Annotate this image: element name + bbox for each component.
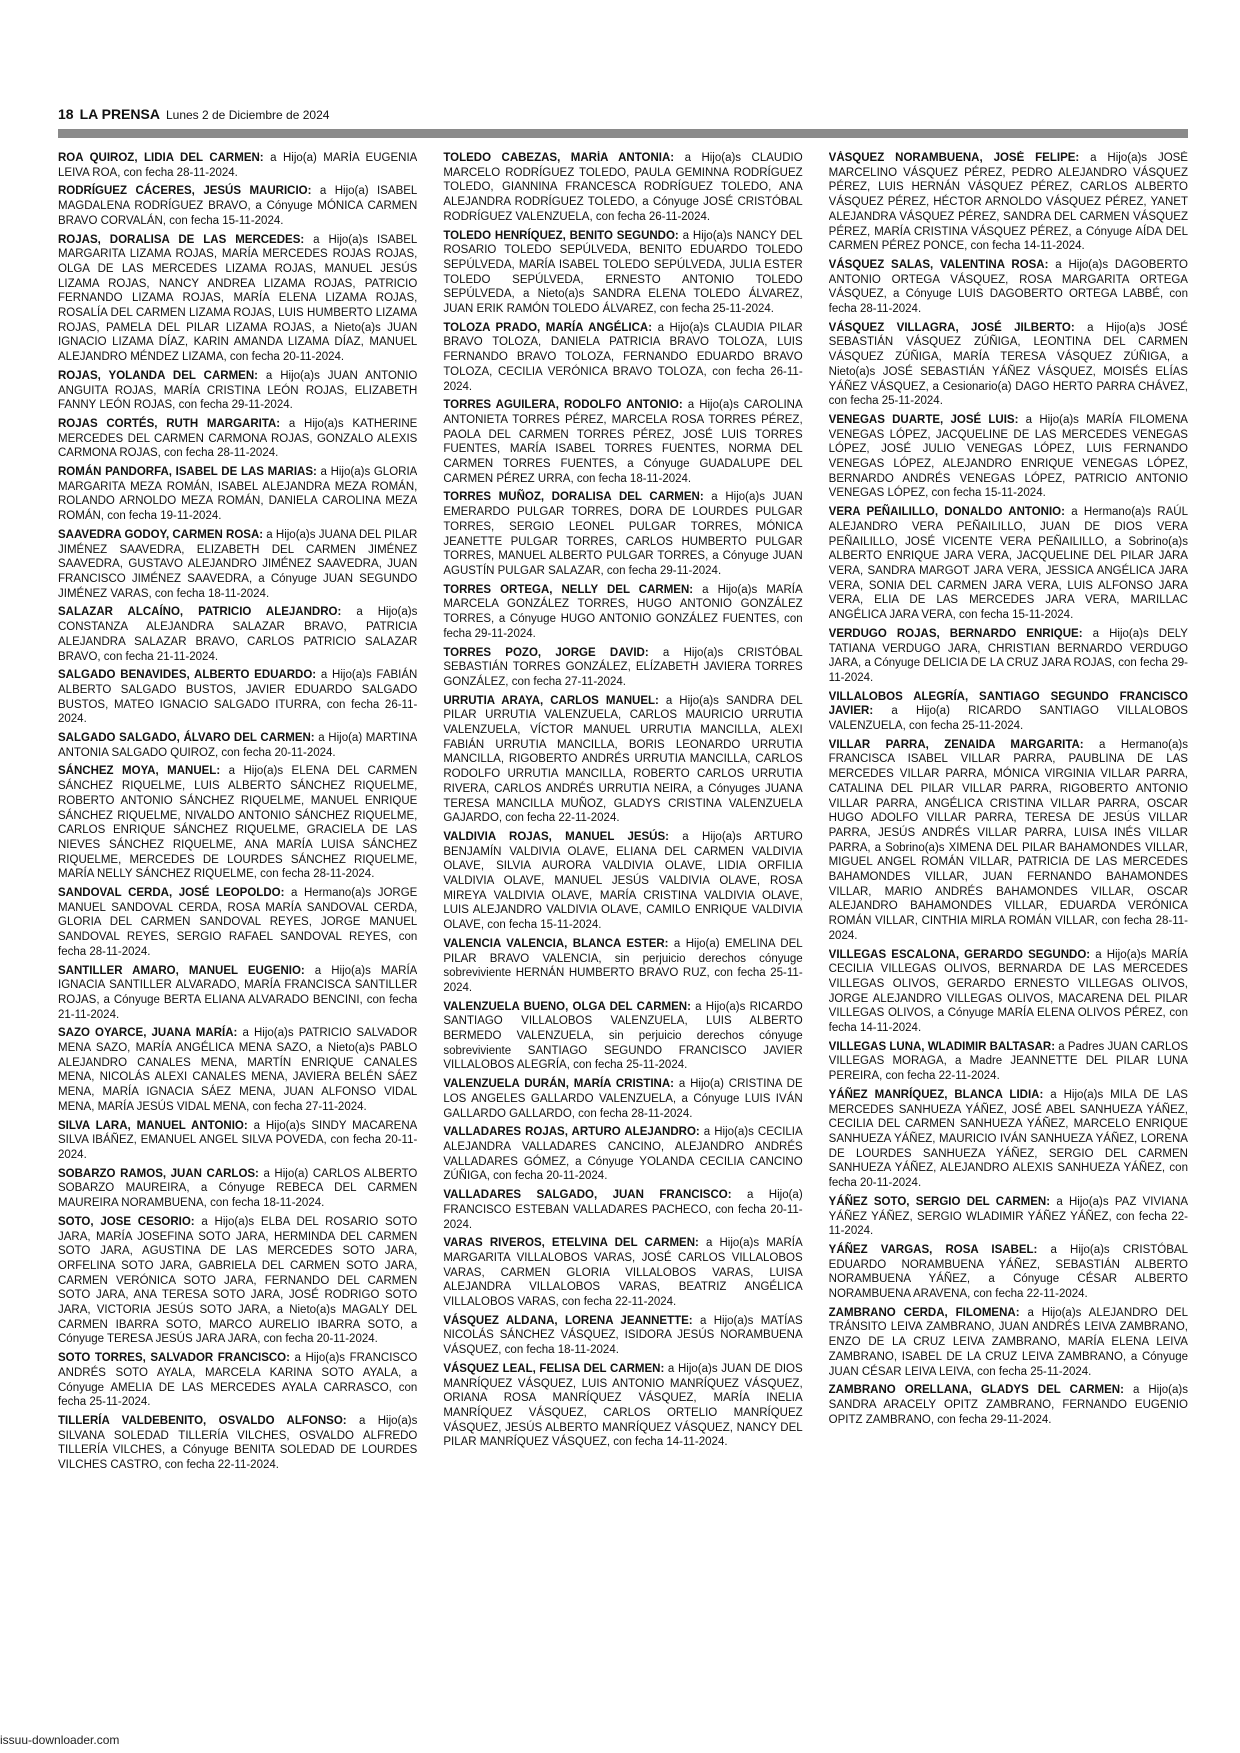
deceased-name: ROJAS, YOLANDA DEL CARMEN: <box>58 369 258 382</box>
heirs-text: a Hijo(a)s JUANA DEL PILAR JIMÉNEZ SAAVEDRA, ELIZABETH DEL CARMEN JIMÉNEZ SAAVEDRA, GUSTAVO ALEJANDRO JIMÉNEZ SAAVEDRA, JUAN FRANCISCO JIMÉNEZ SAAVEDRA, a Cónyuge JUAN SEGUNDO JIMÉNEZ VARAS, con fecha 18-11-2024. <box>58 528 418 600</box>
heirs-text: a Hijo(a)s SANDRA ARACELY OPITZ ZAMBRANO, FERNANDO EUGENIO OPITZ ZAMBRANO, con fecha 29-11-2024. <box>828 1384 1188 1426</box>
heirs-text: a Hijo(a)s MILA DE LAS MERCEDES SANHUEZA YÁÑEZ, JOSÉ ABEL SANHUEZA YÁÑEZ, CECILIA DEL CARMEN SANHUEZA YÁÑEZ, MARCELO ENRIQUE SANHUEZA YÁÑEZ, MAURICIO IVÁN SANHUEZA YÁÑEZ, LORENA DE LOURDES SANHUEZA YÁÑEZ, SERGIO DEL CARMEN SANHUEZA YÁÑEZ, ALEJANDRO ALEXIS SANHUEZA YÁÑEZ, con fecha 20-11-2024. <box>828 1088 1188 1190</box>
heirs-text: a Hijo(a)s MARÍA MARGARITA VILLALOBOS VARAS, JOSÉ CARLOS VILLALOBOS VARAS, CARMEN GLORIA VILLALOBOS VARAS, LUISA ALEJANDRA VILLALOBOS VARAS, BEATRIZ ANGÉLICA VILLALOBOS VARAS, con fecha 22-11-2024. <box>443 1237 803 1309</box>
heirs-text: a Hijo(a) CARLOS ALBERTO SOBARZO MAUREIRA, a Cónyuge REBECA DEL CARMEN MAUREIRA NORAMBUENA, con fecha 18-11-2024. <box>58 1167 418 1210</box>
heirs-text: a Hijo(a)s ISABEL MARGARITA LIZAMA ROJAS, MARÍA MERCEDES ROJAS ROJAS, OLGA DE LAS MERCEDES LIZAMA ROJAS, MANUEL JESÚS LIZAMA ROJAS, NANCY ANDREA LIZAMA ROJAS, PATRICIO FERNANDO LIZAMA ROJAS, MARÍA ELENA LIZAMA ROJAS, ROSALÍA DEL CARMEN LIZAMA ROJAS, LUIS HUMBERTO LIZAMA ROJAS, PAMELA DEL PILAR LIZAMA ROJAS, a Nieto(a)s JUAN IGNACIO LIZAMA DÍAZ, KARIN AMANDA LIZAMA DÍAZ, MANUEL ALEJANDRO MÉNDEZ LIZAMA, con fecha 20-11-2024. <box>58 233 418 364</box>
column-1 <box>58 151 417 1696</box>
deceased-name: SANDOVAL CERDA, JOSÉ LEOPOLDO: <box>58 887 285 900</box>
notice-entry <box>829 690 1188 734</box>
heirs-text: a Hijo(a) MARTINA ANTONIA SALGADO QUIROZ, con fecha 20-11-2024. <box>58 732 418 759</box>
notice-entry <box>829 738 1188 944</box>
heirs-text: a Hijo(a)s FABIÁN ALBERTO SALGADO BUSTOS, JAVIER EDUARDO SALGADO BUSTOS, MATEO IGNACIO SALGADO ITURRA, con fecha 26-11- 2024. <box>58 669 418 726</box>
page-header <box>58 106 329 122</box>
deceased-name: SOBARZO RAMOS, JUAN CARLOS: <box>58 1167 259 1180</box>
deceased-name: SOTO TORRES, SALVADOR FRANCISCO: <box>58 1352 290 1365</box>
heirs-text: a Hijo(a)s SILVANA SOLEDAD TILLERÍA VILCHES, OSVALDO ALFREDO TILLERÍA VILCHES, a Cónyuge BENITA SOLEDAD DE LOURDES VILCHES CASTRO, con fecha 22-11-2024. <box>58 1414 418 1472</box>
deceased-name: VILLAR PARRA, ZENAIDA MARGARITA: <box>828 738 1084 751</box>
deceased-name: VILLEGAS ESCALONA, GERARDO SEGUNDO: <box>828 948 1091 961</box>
notice-entry <box>829 505 1188 623</box>
deceased-name: VENEGAS DUARTE, JOSÉ LUIS: <box>828 413 1019 426</box>
deceased-name: VALENZUELA BUENO, OLGA DEL CARMEN: <box>443 1000 691 1013</box>
notice-entry <box>443 321 802 395</box>
newspaper-name: LA PRENSA <box>79 106 160 122</box>
notice-entry <box>443 398 802 486</box>
heirs-text: a Hijo(a)s FRANCISCO ANDRÉS SOTO AYALA, MARCELA KARINA SOTO AYALA, a Cónyuge AMELIA DE LAS MERCEDES AYALA CARRASCO, con fecha 25-11-2024. <box>58 1352 418 1409</box>
notice-entry <box>58 1414 417 1473</box>
notice-entry <box>829 1088 1188 1191</box>
deceased-name: VILLEGAS LUNA, WLADIMIR BALTASAR: <box>828 1040 1056 1053</box>
notice-columns <box>58 151 1188 1696</box>
notice-entry <box>829 1243 1188 1302</box>
notice-entry <box>443 937 802 996</box>
heirs-text: a Hijo(a)s JOSÉ SEBASTIÁN VÁSQUEZ ZÚÑIGA, LEONTINA DEL CARMEN VÁSQUEZ ZÚÑIGA, MARÍA TERESA VÁSQUEZ ZÚÑIGA, a Nieto(a)s JOSÉ SEBASTIÁN YÁÑEZ VÁSQUEZ, MOISÉS ELÍAS YÁÑEZ VÁSQUEZ, a Cesionario(a) DAGO HERTO PARRA CHÁVEZ, con fecha 25-11-2024. <box>828 321 1188 408</box>
heirs-text: a Hijo(a)s NANCY DEL ROSARIO TOLEDO SEPÚLVEDA, BENITO EDUARDO TOLEDO SEPÚLVEDA, MARÍA ISABEL TOLEDO SEPÚLVEDA, JULIA ESTER TOLEDO SEPÚLVEDA, ERNESTO ANTONIO TOLEDO SEPÚLVEDA, a Nieto(a)s SANDRA ELENA TOLEDO ÁLVAREZ, JUAN ERIK RAMÓN TOLEDO ÁLVAREZ, con fecha 25-11-2024. <box>443 229 803 316</box>
notice-entry <box>829 627 1188 686</box>
heirs-text: a Hijo(a)s MARÍA MARCELA GONZÁLEZ TORRES, HUGO ANTONIO GONZÁLEZ TORRES, a Cónyuge HUGO ANTONIO GONZÁLEZ FUENTES, con fecha 29-11-2024. <box>443 583 803 640</box>
deceased-name: VILLALOBOS ALEGRÍA, SANTIAGO SEGUNDO FRANCISCO JAVIER: <box>828 690 1188 718</box>
deceased-name: SILVA LARA, MANUEL ANTONIO: <box>58 1119 248 1132</box>
heirs-text: a Hijo(a) RICARDO SANTIAGO VILLALOBOS VALENZUELA, con fecha 25-11-2024. <box>828 705 1188 733</box>
heirs-text: a Hijo(a)s JUAN ANTONIO ANGUITA ROJAS, MARÍA CRISTINA LEÓN ROJAS, ELIZABETH FANNY LEÓN ROJAS, con fecha 29-11-2024. <box>58 369 418 412</box>
heirs-text: a Hermano(a)s FRANCISCA ISABEL VILLAR PARRA, PAUBLINA DE LAS MERCEDES VILLAR PARRA, MÓNICA VIRGINIA VILLAR PARRA, CATALINA DEL PILAR VILLAR PARRA, RIGOBERTO ANTONIO VILLAR PARRA, ANGÉLICA CRISTINA VILLAR PARRA, OSCAR HUGO ADOLFO VILLAR PARRA, TERESA DE JESÚS VILLAR PARRA, JESÚS ANDRÉS VILLAR PARRA, LUISA INÉS VILLAR PARRA, a Sobrino(a)s XIMENA DEL PILAR BAHAMONDES VILLAR, MIGUEL ANGEL ROMÁN VILLAR, PATRICIA DE LAS MERCEDES BAHAMONDES VILLAR, JUAN FERNANDO BAHAMONDES VILLAR, MARIO ANDRÉS BAHAMONDES VILLAR, OSCAR ALEJANDRO BAHAMONDES VILLAR, EDUARDA VERÓNICA ROMÁN VILLAR, CINTHIA MIRLA ROMÁN VILLAR, con fecha 28-11-2024. <box>828 738 1188 942</box>
notice-entry <box>58 1026 417 1114</box>
deceased-name: ROJAS CORTÉS, RUTH MARGARITA: <box>58 417 281 430</box>
notice-entry <box>58 233 417 365</box>
deceased-name: ROA QUIROZ, LIDIA DEL CARMEN: <box>58 152 264 164</box>
notice-entry <box>443 1188 802 1232</box>
notice-entry <box>443 1314 802 1358</box>
notice-entry <box>58 886 417 960</box>
deceased-name: TORRES ORTEGA, NELLY DEL CARMEN: <box>443 583 694 596</box>
heirs-text: a Hijo(a)s CRISTÓBAL SEBASTIÁN TORRES GONZÁLEZ, ELÍZABETH JAVIERA TORRES GONZÁLEZ, con fecha 27-11-2024. <box>443 646 803 688</box>
header-rule <box>58 129 1188 138</box>
deceased-name: VALENCIA VALENCIA, BLANCA ESTER: <box>443 937 669 950</box>
heirs-text: a Hijo(a)s CRISTÓBAL EDUARDO NORAMBUENA YÁÑEZ, SEBASTIÁN ALBERTO NORAMBUENA YÁÑEZ, a Cónyuge CÉSAR ALBERTO NORAMBUENA ARAVENA, con fecha 22-11-2024. <box>828 1243 1188 1301</box>
deceased-name: VALLADARES SALGADO, JUAN FRANCISCO: <box>443 1189 732 1202</box>
heirs-text: a Hijo(a) FRANCISCO ESTEBAN VALLADARES PACHECO, con fecha 20-11-2024. <box>443 1189 803 1231</box>
heirs-text: a Hermano(a)s JORGE MANUEL SANDOVAL CERDA, ROSA MARÍA SANDOVAL CERDA, GLORIA DEL CARMEN SANDOVAL REYES, JORGE MANUEL SANDOVAL REYES, SERGIO RAFAEL SANDOVAL REYES, con fecha 28-11-2024. <box>58 887 418 958</box>
notice-entry <box>58 417 417 461</box>
notice-entry <box>443 1000 802 1074</box>
heirs-text: a Hijo(a)s GLORIA MARGARITA MEZA ROMÁN, ISABEL ALEJANDRA MEZA ROMÁN, ROLANDO ARNOLDO MEZA ROMÁN, DANIELA CAROLINA MEZA ROMÁN, con fecha 19-11-2024. <box>58 466 418 523</box>
deceased-name: VÁSQUEZ LEAL, FELISA DEL CARMEN: <box>443 1362 665 1375</box>
deceased-name: VALENZUELA DURÁN, MARÍA CRISTINA: <box>443 1078 674 1091</box>
deceased-name: VARAS RIVEROS, ETELVINA DEL CARMEN: <box>443 1237 699 1250</box>
deceased-name: SANTILLER AMARO, MANUEL EUGENIO: <box>58 964 305 977</box>
notice-entry <box>829 1306 1188 1380</box>
deceased-name: TORRES AGUILERA, RODOLFO ANTONIO: <box>443 399 683 412</box>
deceased-name: VÁSQUEZ SALAS, VALENTINA ROSA: <box>828 258 1049 271</box>
heirs-text: a Hijo(a)s MARÍA FILOMENA VENEGAS LÓPEZ, JACQUELINE DE LAS MERCEDES VENEGAS LÓPEZ, JOSÉ JULIO VENEGAS LÓPEZ, LUIS FERNANDO VENEGAS LÓPEZ, ALEJANDRO ENRIQUE VENEGAS LÓPEZ, BERNARDO ANDRÉS VENEGAS LÓPEZ, PATRICIO ANTONIO VENEGAS LÓPEZ, con fecha 15-11-2024. <box>828 413 1188 500</box>
notice-entry <box>58 964 417 1023</box>
deceased-name: SALAZAR ALCAÍNO, PATRICIO ALEJANDRO: <box>58 606 342 619</box>
deceased-name: TOLOZA PRADO, MARÍA ANGÉLICA: <box>443 321 653 334</box>
notice-entry <box>443 694 802 826</box>
deceased-name: YÁÑEZ MANRÍQUEZ, BLANCA LIDIA: <box>828 1088 1044 1101</box>
deceased-name: RODRÍGUEZ CÁCERES, JESÚS MAURICIO: <box>58 185 312 198</box>
heirs-text: a Hijo(a)s JUAN EMERARDO PULGAR TORRES, DORA DE LOURDES PULGAR TORRES, SERGIO LEONEL PULGAR TORRES, MÓNICA JEANETTE PULGAR TORRES, CARLOS HUMBERTO PULGAR TORRES, MANUEL ALBERTO PULGAR TORRES, a Cónyuge JUAN AGUSTÍN PULGAR SALAZAR, con fecha 29-11-2024. <box>443 491 803 577</box>
deceased-name: VÁSQUEZ VILLAGRA, JOSÉ JILBERTO: <box>828 321 1075 334</box>
heirs-text: a Hijo(a)s PAZ VIVIANA YÁÑEZ YÁÑEZ, SERGIO WLADIMIR YÁÑEZ YÁÑEZ, con fecha 22-11-2024. <box>828 1195 1188 1238</box>
issue-date: Lunes 2 de Diciembre de 2024 <box>165 108 330 122</box>
heirs-text: a Hijo(a)s DELY TATIANA VERDUGO JARA, CHRISTIAN BERNARDO VERDUGO JARA, a Cónyuge DELICIA DE LA CRUZ JARA ROJAS, con fecha 29-11-2024. <box>828 627 1188 684</box>
heirs-text: a Hijo(a)s ELENA DEL CARMEN SÁNCHEZ RIQUELME, LUIS ALBERTO SÁNCHEZ RIQUELME, ROBERTO ANTONIO SÁNCHEZ RIQUELME, MANUEL ENRIQUE SÁNCHEZ RIQUELME, NIVALDO ANTONIO SÁNCHEZ RIQUELME, CARLOS ENRIQUE SÁNCHEZ RIQUELME, GRACIELA DE LAS NIEVES SÁNCHEZ RIQUELME, ANA MARÍA LUISA SÁNCHEZ RIQUELME, MERCEDES DE LOURDES SÁNCHEZ RIQUELME, MARÍA NELLY SÁNCHEZ RIQUELME, con fecha 28-11-2024. <box>58 765 418 881</box>
notice-entry <box>58 528 417 602</box>
notice-entry <box>58 369 417 413</box>
heirs-text: a Hijo(a)s SINDY MACARENA SILVA IBÁÑEZ, EMANUEL ANGEL SILVA POVEDA, con fecha 20-11-2024. <box>58 1119 418 1161</box>
notice-entry <box>443 646 802 690</box>
notice-entry <box>829 1383 1188 1427</box>
deceased-name: VÁSQUEZ ALDANA, LORENA JEANNETTE: <box>443 1314 693 1327</box>
heirs-text: a Hijo(a)s RICARDO SANTIAGO VILLALOBOS VALENZUELA, LUIS ALBERTO BERMEDO VALENZUELA, sin perjuicio derechos cónyuge sobreviviente SANTIAGO SEGUNDO FRANCISCO JAVIER VILLALOBOS ALEGRÍA, con fecha 25-11-2024. <box>443 1000 803 1072</box>
notice-entry <box>829 1195 1188 1239</box>
heirs-text: a Hijo(a)s SANDRA DEL PILAR URRUTIA VALENZUELA, CARLOS MAURICIO URRUTIA VALENZUELA, VÍCTOR MANUEL URRUTIA MANCILLA, ALEXI FABIÁN URRUTIA MANCILLA, BORIS LEONARDO URRUTIA MANCILLA, RIGOBERTO ANDRÉS URRUTIA MANCILLA, CARLOS RODOLFO URRUTIA MANCILLA, ROBERTO CARLOS URRUTIA RIVERA, CARLOS ANDRÉS URRUTIA NEIRA, a Cónyuges JUANA TERESA MANCILLA MUÑOZ, GLADYS CRISTINA VALENZUELA GAJARDO, con fecha 22-11-2024. <box>443 694 803 825</box>
heirs-text: a Hijo(a)s CLAUDIA PILAR BRAVO TOLOZA, DANIELA PATRICIA BRAVO TOLOZA, LUIS FERNANDO BRAVO TOLOZA, FERNANDO EDUARDO BRAVO TOLOZA, CECILIA VERÓNICA BRAVO TOLOZA, con fecha 26-11-2024. <box>443 321 803 393</box>
deceased-name: URRUTIA ARAYA, CARLOS MANUEL: <box>443 694 659 707</box>
deceased-name: ZAMBRANO CERDA, FILOMENA: <box>828 1306 1020 1319</box>
deceased-name: TORRES MUÑOZ, DORALISA DEL CARMEN: <box>443 491 704 504</box>
notice-entry <box>443 151 802 225</box>
notice-entry <box>443 830 802 933</box>
heirs-text: a Hijo(a)s MATÍAS NICOLÁS SÁNCHEZ VÁSQUEZ, ISIDORA JESÚS NORAMBUENA VÁSQUEZ, con fecha 18-11-2024. <box>443 1314 803 1357</box>
notice-entry <box>58 731 417 760</box>
heirs-text: a Hijo(a)s DAGOBERTO ANTONIO ORTEGA VÁSQUEZ, ROSA MARGARITA ORTEGA VÁSQUEZ, a Cónyuge LUIS DAGOBERTO ORTEGA LABBÉ, con fecha 28-11-2024. <box>828 258 1188 316</box>
heirs-text: a Hijo(a)s JOSÉ MARCELINO VÁSQUEZ PÉREZ, PEDRO ALEJANDRO VÁSQUEZ PÉREZ, LUIS HERNÁN VÁSQUEZ PÉREZ, CARLOS ALBERTO VÁSQUEZ PÉREZ, HÉCTOR ARNOLDO VÁSQUEZ PÉREZ, YANET ALEJANDRA VÁSQUEZ PÉREZ, SANDRA DEL CARMEN VÁSQUEZ PÉREZ, MARÍA CRISTINA VÁSQUEZ PÉREZ, a Cónyuge AÍDA DEL CARMEN PÉREZ PONCE, con fecha 14-11-2024. <box>828 152 1188 253</box>
notice-entry <box>443 490 802 578</box>
deceased-name: SOTO, JOSE CESORIO: <box>58 1215 195 1228</box>
deceased-name: VALDIVIA ROJAS, MANUEL JESÚS: <box>443 830 669 843</box>
deceased-name: ZAMBRANO ORELLANA, GLADYS DEL CARMEN: <box>828 1384 1124 1397</box>
source-watermark: issuu-downloader.com <box>0 1733 120 1747</box>
notice-entry <box>58 1167 417 1211</box>
deceased-name: TILLERÍA VALDEBENITO, OSVALDO ALFONSO: <box>58 1414 347 1427</box>
deceased-name: VÁSQUEZ NORAMBUENA, JOSÉ FELIPE: <box>828 152 1080 164</box>
heirs-text: a Hijo(a)s ALEJANDRO DEL TRÁNSITO LEIVA ZAMBRANO, JUAN ANDRÉS LEIVA ZAMBRANO, ENZO DE LA CRUZ LEIVA ZAMBRANO, MARÍA ELENA LEIVA ZAMBRANO, ISABEL DE LA CRUZ LEIVA ZAMBRANO, a Cónyuge JUAN CÉSAR LEIVA LEIVA, con fecha 25-11-2024. <box>828 1306 1188 1378</box>
column-2 <box>443 151 802 1696</box>
notice-entry <box>443 1077 802 1121</box>
notice-entry <box>829 948 1188 1036</box>
notice-entry <box>829 1040 1188 1084</box>
deceased-name: YÁÑEZ SOTO, SERGIO DEL CARMEN: <box>828 1195 1051 1208</box>
deceased-name: SALGADO SALGADO, ÁLVARO DEL CARMEN: <box>58 732 315 745</box>
deceased-name: ROMÁN PANDORFA, ISABEL DE LAS MARIAS: <box>58 466 317 479</box>
column-3 <box>829 151 1188 1696</box>
deceased-name: SAZO OYARCE, JUANA MARÍA: <box>58 1027 238 1040</box>
notice-entry <box>829 258 1188 317</box>
deceased-name: TOLEDO HENRÍQUEZ, BENITO SEGUNDO: <box>443 229 679 242</box>
heirs-text: a Hijo(a)s MARÍA IGNACIA SANTILLER ALVARADO, MARÍA FRANCISCA SANTILLER ROJAS, a Cónyuge BERTA ELIANA ALVARADO BENCINI, con fecha 21-11-2024. <box>58 964 418 1021</box>
deceased-name: VERA PEÑAILILLO, DONALDO ANTONIO: <box>828 506 1065 519</box>
notice-entry <box>443 1362 802 1450</box>
heirs-text: a Hijo(a)s JUAN DE DIOS MANRÍQUEZ VÁSQUEZ, LUIS ANTONIO MANRÍQUEZ VÁSQUEZ, ORIANA ROSA MANRÍQUEZ VÁSQUEZ, MARÍA INELIA MANRÍQUEZ VÁSQUEZ, CARLOS ORTELIO MANRÍQUEZ VÁSQUEZ, JESÚS ALBERTO MANRÍQUEZ VÁSQUEZ, NANCY DEL PILAR MANRÍQUEZ VÁSQUEZ, con fecha 14-11-2024. <box>443 1362 803 1449</box>
heirs-text: a Hijo(a)s CECILIA ALEJANDRA VALLADARES CANCINO, ALEJANDRO ANDRÉS VALLADARES GÓMEZ, a Cónyuge YOLANDA CECILIA CANCINO ZÚÑIGA, con fecha 20-11-2024. <box>443 1126 803 1183</box>
notice-entry <box>58 151 417 180</box>
notice-entry <box>58 1351 417 1410</box>
notice-entry <box>443 1236 802 1310</box>
heirs-text: a Hijo(a)s MARÍA CECILIA VILLEGAS OLIVOS, BERNARDA DE LAS MERCEDES VILLEGAS OLIVOS, GERARDO ERNESTO VILLEGAS OLIVOS, JORGE ALEJANDRO VILLEGAS OLIVOS, MACARENA DEL PILAR VILLEGAS OLIVOS, a Cónyuge MARÍA ELENA OLIVOS PÉREZ, con fecha 14-11-2024. <box>828 948 1188 1035</box>
heirs-text: a Hermano(a)s RAÚL ALEJANDRO VERA PEÑAILILLO, JUAN DE DIOS VERA PEÑAILILLO, JOSÉ VICENTE VERA PEÑAILILLO, a Sobrino(a)s ALBERTO ENRIQUE JARA VERA, JACQUELINE DEL PILAR JARA VERA, SANDRA MARGOT JARA VERA, JESSICA ANGÉLICA JARA VERA, SONIA DEL CARMEN JARA VERA, LUIS ALFONSO JARA VERA, ELIA DE LAS MERCEDES JARA VERA, MARILLAC ANGÉLICA JARA VERA, con fecha 15-11-2024. <box>828 506 1188 622</box>
deceased-name: TORRES POZO, JORGE DAVID: <box>443 646 649 659</box>
heirs-text: a Hijo(a)s CONSTANZA ALEJANDRA SALAZAR BRAVO, PATRICIA ALEJANDRA SALAZAR BRAVO, CARLOS PATRICIO SALAZAR BRAVO, con fecha 21-11-2024. <box>58 606 418 663</box>
heirs-text: a Hijo(a)s ARTURO BENJAMÍN VALDIVIA OLAVE, ELIANA DEL CARMEN VALDIVIA OLAVE, SILVIA AURORA VALDIVIA OLAVE, LIDIA ORFILIA VALDIVIA OLAVE, MANUEL JESÚS VALDIVIA OLAVE, ROSA MIREYA VALDIVIA OLAVE, MARÍA CRISTINA VALDIVIA OLAVE, LUIS ALEJANDRO VALDIVIA OLAVE, CAMILO ENRIQUE VALDIVIA OLAVE, con fecha 15-11-2024. <box>443 830 803 932</box>
heirs-text: a Hijo(a)s KATHERINE MERCEDES DEL CARMEN CARMONA ROJAS, GONZALO ALEXIS CARMONA ROJAS, con fecha 28-11-2024. <box>58 417 418 460</box>
deceased-name: VERDUGO ROJAS, BERNARDO ENRIQUE: <box>828 627 1083 640</box>
heirs-text: a Hijo(a) CRISTINA DE LOS ANGELES GALLARDO VALENZUELA, a Cónyuge LUIS IVÁN GALLARDO GALLARDO, con fecha 28-11-2024. <box>443 1078 803 1120</box>
heirs-text: a Hijo(a)s CLAUDIO MARCELO RODRÍGUEZ TOLEDO, PAULA GEMINNA RODRÍGUEZ TOLEDO, GIANNINA FRANCESCA RODRÍGUEZ TOLEDO, ANA ALEJANDRA RODRÍGUEZ TOLEDO, a Cónyuge JOSÉ CRISTÓBAL RODRÍGUEZ VALENZUELA, con fecha 26-11-2024. <box>443 152 803 223</box>
deceased-name: SÁNCHEZ MOYA, MANUEL: <box>58 765 221 778</box>
deceased-name: TOLEDO CABEZAS, MARÍA ANTONIA: <box>443 152 675 164</box>
heirs-text: a Hijo(a)s ELBA DEL ROSARIO SOTO JARA, MARÍA JOSEFINA SOTO JARA, HERMINDA DEL CARMEN SOTO JARA, AGUSTINA DE LAS MERCEDES SOTO JARA, ORFELINA SOTO JARA, GABRIELA DEL CARMEN SOTO JARA, CARMEN VERÓNICA SOTO JARA, FERNANDO DEL CARMEN SOTO JARA, ANA TERESA SOTO JARA, JOSÉ RODRIGO SOTO JARA, VICTORIA JESÚS SOTO JARA, a Nieto(a)s MAGALY DEL CARMEN IBARRA SOTO, MARCO AURELIO IBARRA SOTO, a Cónyuge TERESA JESÚS JARA JARA, con fecha 20-11-2024. <box>58 1215 418 1346</box>
notice-entry <box>443 229 802 317</box>
notice-entry <box>829 151 1188 254</box>
notice-entry <box>58 184 417 228</box>
notice-entry <box>829 413 1188 501</box>
heirs-text: a Hijo(a) EMELINA DEL PILAR BRAVO VALENCIA, sin perjuicio derechos cónyuge sobreviviente HERNÁN HUMBERTO BRAVO RUZ, con fecha 25-11-2024. <box>443 937 803 994</box>
notice-entry <box>58 1119 417 1163</box>
heirs-text: a Padres JUAN CARLOS VILLEGAS MORAGA, a Madre JEANNETTE DEL PILAR LUNA PEREIRA, con fecha 22-11-2024. <box>828 1040 1188 1083</box>
notice-entry <box>443 583 802 642</box>
deceased-name: YÁÑEZ VARGAS, ROSA ISABEL: <box>828 1243 1038 1256</box>
deceased-name: SALGADO BENAVIDES, ALBERTO EDUARDO: <box>58 669 317 682</box>
notice-entry <box>58 465 417 524</box>
notice-entry <box>58 668 417 727</box>
notice-entry <box>58 1215 417 1347</box>
notice-entry <box>829 321 1188 409</box>
page-number: 18 <box>58 106 74 122</box>
deceased-name: SAAVEDRA GODOY, CARMEN ROSA: <box>58 528 264 541</box>
notice-entry <box>443 1125 802 1184</box>
heirs-text: a Hijo(a)s CAROLINA ANTONIETA TORRES PÉREZ, MARCELA ROSA TORRES PÉREZ, PAOLA DEL CARMEN TORRES PÉREZ, JOSÉ LUIS TORRES FUENTES, MARÍA ISABEL TORRES FUENTES, NORMA DEL CARMEN TORRES FUENTES, a Cónyuge GUADALUPE DEL CARMEN PÉREZ URRA, con fecha 18-11-2024. <box>443 399 803 485</box>
notice-entry <box>58 605 417 664</box>
heirs-text: a Hijo(a) ISABEL MAGDALENA RODRÍGUEZ BRAVO, a Cónyuge MÓNICA CARMEN BRAVO CORVALÁN, con fecha 15-11-2024. <box>58 185 418 227</box>
deceased-name: ROJAS, DORALISA DE LAS MERCEDES: <box>58 233 305 246</box>
deceased-name: VALLADARES ROJAS, ARTURO ALEJANDRO: <box>443 1126 700 1139</box>
heirs-text: a Hijo(a)s PATRICIO SALVADOR MENA SAZO, MARÍA ANGÉLICA MENA SAZO, a Nieto(a)s PABLO ALEJANDRO CANALES MENA, MARTÍN ENRIQUE CANALES MENA, NICOLÁS ALEXI CANALES MENA, JAVIERA BELÉN SÁEZ MENA, MARÍA IGNACIA SÁEZ MENA, JUAN ALFONSO VIDAL MENA, MARÍA JESÚS VIDAL MENA, con fecha 27-11-2024. <box>58 1027 418 1113</box>
notice-entry <box>58 764 417 882</box>
heirs-text: a Hijo(a) MARÍA EUGENIA LEIVA ROA, con fecha 28-11-2024. <box>58 152 418 179</box>
